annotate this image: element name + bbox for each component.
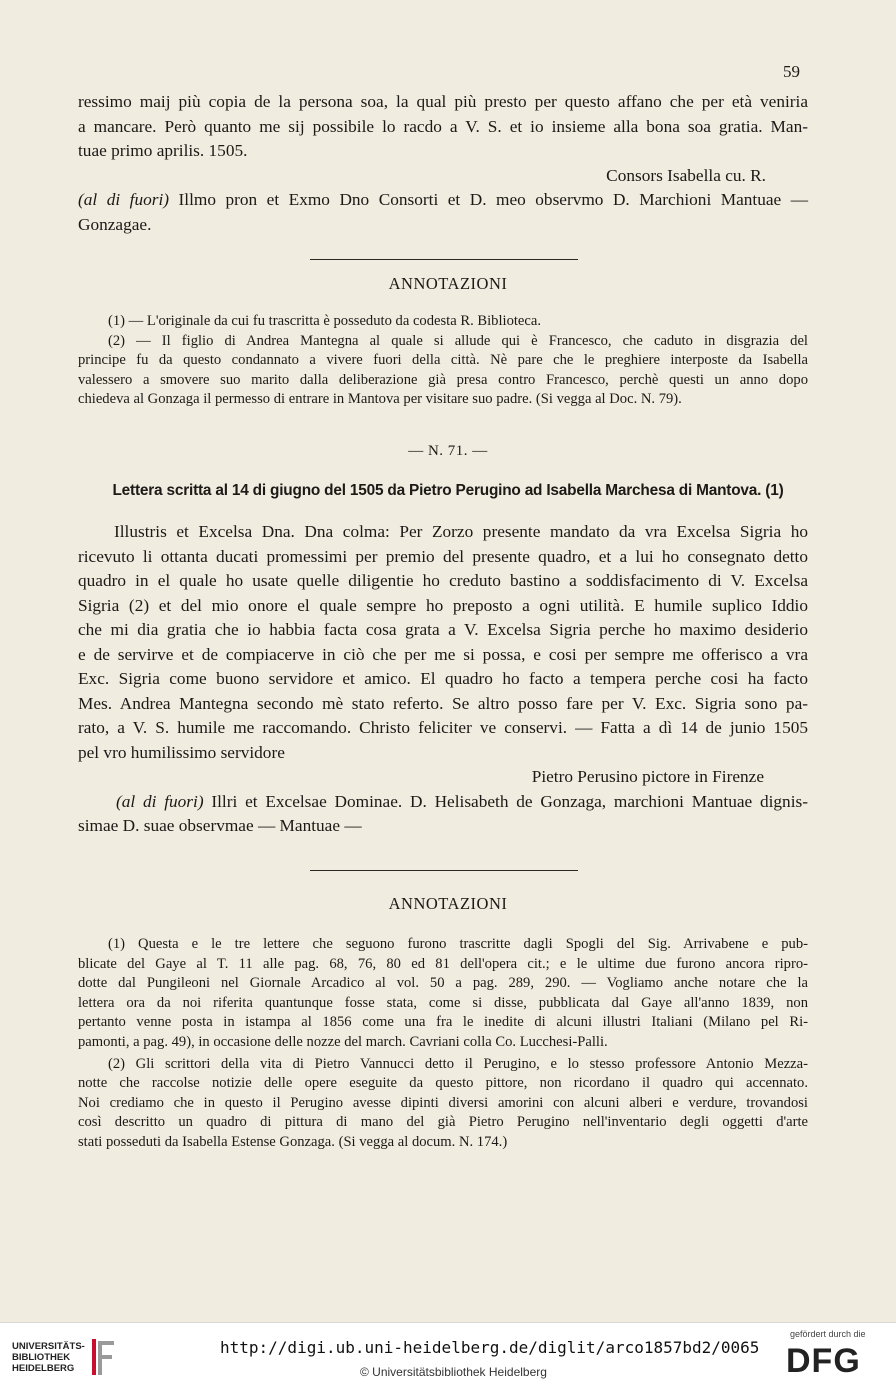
text-line: pel vro humilissimo servidore xyxy=(78,742,285,762)
letter-ending xyxy=(78,90,808,237)
note-line: pamonti, a pag. 49), in occasione delle nozze del march. Cavriani colla Co. Lucchesi-Palli. xyxy=(78,1033,608,1050)
library-logo-text: UNIVERSITÄTS- BIBLIOTHEK HEIDELBERG xyxy=(12,1341,85,1374)
note-line: chiedeva al Gonzaga il permesso di entrare in Mantova per visitare suo padre. (Si vegga al Doc. N. 79). xyxy=(78,391,682,408)
note-line: notte che raccolse notizie delle opere eseguite da questo pittore, non ricordano il quadro qui accennato. xyxy=(78,1075,808,1092)
note-line: blicate del Gaye al T. 11 alle pag. 68, 76, 80 ed 81 dell'opera cit.; e le ultime due furono ancora ripro- xyxy=(78,955,808,972)
notes-heading: ANNOTAZIONI xyxy=(388,274,508,293)
signature: Pietro Perusino pictore in Firenze xyxy=(531,767,764,786)
text-line: Sigria (2) et del mio onore el quale sempre ho preposto a ogni utilità. E humile suplico Iddio xyxy=(78,595,808,615)
permalink-url[interactable]: http://digi.ub.uni-heidelberg.de/diglit/arco1857bd2/0065 xyxy=(220,1338,760,1357)
signature: Consors Isabella cu. R. xyxy=(606,165,766,185)
note-line: valessero a smovere suo marito dalla deliberazione già presa contro Francesco, perchè questi un anno dopo xyxy=(78,371,808,388)
document-title: Lettera scritta al 14 di giugno del 1505 da Pietro Perugino ad Isabella Marchesa di Mantova. (1) xyxy=(112,482,784,499)
notes-heading: ANNOTAZIONI xyxy=(388,894,508,913)
copyright-notice: © Universitätsbibliothek Heidelberg xyxy=(360,1365,547,1379)
note-line: principe fu da questo condannato a vivere fuori della città. Nè pare che le preghiere interposte da Isabella xyxy=(78,352,808,369)
page-number: 59 xyxy=(783,62,800,81)
text-line: quadro in el quale ho usate quelle diligentie ho creduto bastino a soddisfacimento di V. Excelsa xyxy=(78,571,808,590)
note-line: (1) Questa e le tre lettere che seguono furono trascritte dagli Spogli del Sig. Arrivabene e pub- xyxy=(108,936,808,952)
address-line: Gonzagae. xyxy=(78,214,152,234)
note-line: dotte dal Pungileoni nel Giornale Arcadico al vol. 50 a pag. 289, 290. — Vogliamo anche notare che la xyxy=(78,975,808,992)
notes-block xyxy=(78,312,808,410)
funding-label: gefördert durch die xyxy=(790,1329,866,1339)
text-line: Exc. Sigria come buono servidore et amico. El quadro ho facto a tempera perche cosi ha facto xyxy=(78,669,808,688)
letter-body xyxy=(78,520,808,839)
note-line: (2) Gli scrittori della vita di Pietro Vannucci detto il Perugino, e lo stesso professore Antonio Mezza- xyxy=(108,1055,808,1072)
address-line: simae D. suae observmae — Mantuae — xyxy=(78,816,362,835)
text-line: ressimo maij più copia de la persona soa, la qual più presto per questo affano che per età veniria xyxy=(78,92,808,111)
divider xyxy=(310,259,578,260)
note-line: lettera ora da noi riferita quantunque fosse stata, come si disse, pubblicata dal Gaye all'anno 1839, non xyxy=(78,994,808,1011)
dfg-logo: DFG xyxy=(786,1342,861,1380)
text-line: ricevuto li ottanta ducati promessimi per premio del presente quadro, et a lui ho consegnato detto xyxy=(78,546,808,566)
address-text: Illmo pron et Exmo Dno Consorti et D. meo observmo D. Marchioni Mantuae — xyxy=(178,190,809,209)
address-label: (al di fuori) xyxy=(116,791,204,811)
text-line: rato, a V. S. humile me raccomando. Christo feliciter ve conservi. — Fatta a dì 14 de junio 1505 xyxy=(78,718,808,737)
viewer-footer xyxy=(0,1322,896,1390)
note-line: Noi crediamo che in questo il Perugino avesse dipinti diversi amorini con alcuni alberi e verdure, trovandosi xyxy=(78,1094,808,1111)
address-label: (al di fuori) xyxy=(78,190,170,209)
note-line: così descritto un quadro di pittura di mano del già Pietro Perugino nell'inventario degli oggetti d'arte xyxy=(78,1114,808,1131)
note-line: (1) — L'originale da cui fu trascritta è posseduto da codesta R. Biblioteca. xyxy=(108,313,542,329)
document-number: — N. 71. — xyxy=(408,443,488,459)
divider xyxy=(310,870,578,871)
text-line: Illustris et Excelsa Dna. Dna colma: Per Zorzo presente mandato da vra Excelsa Sigria ho xyxy=(114,522,808,541)
text-line: tuae primo aprilis. 1505. xyxy=(78,141,248,160)
text-line: Mes. Andrea Mantegna secondo mè stato referto. Se altro posso fare per V. Exc. Sigria sono pa- xyxy=(78,693,808,713)
text-line: e de servirve et de compiacerve in ciò che per me si possa, e cosi per sempre me offerisco a vra xyxy=(78,644,808,664)
notes-block xyxy=(78,935,808,1153)
text-line: che mi dia gratia che io habbia facta cosa grata a V. Excelsa Sigria perche ho maximo desiderio xyxy=(78,620,808,639)
address-line xyxy=(78,188,808,213)
library-logo-icon xyxy=(88,1335,118,1379)
address-line xyxy=(78,790,808,815)
address-text: Illri et Excelsae Dominae. D. Helisabeth de Gonzaga, marchioni Mantuae dignis- xyxy=(211,791,808,811)
note-line: (2) — Il figlio di Andrea Mantegna al quale si allude qui è Francesco, che caduto in disgrazia del xyxy=(108,332,808,349)
note-line: stati posseduti da Isabella Estense Gonzaga. (Si vegga al docum. N. 174.) xyxy=(78,1133,508,1150)
text-line: a mancare. Però quanto me sij possibile lo racdo a V. S. et io insieme alla bona soa gratia. Man- xyxy=(78,116,808,136)
note-line: pertanto venne posta in istampa al 1856 come una fra le inedite di alcuni illustri Italiani (Milano pel Ri- xyxy=(78,1014,808,1031)
